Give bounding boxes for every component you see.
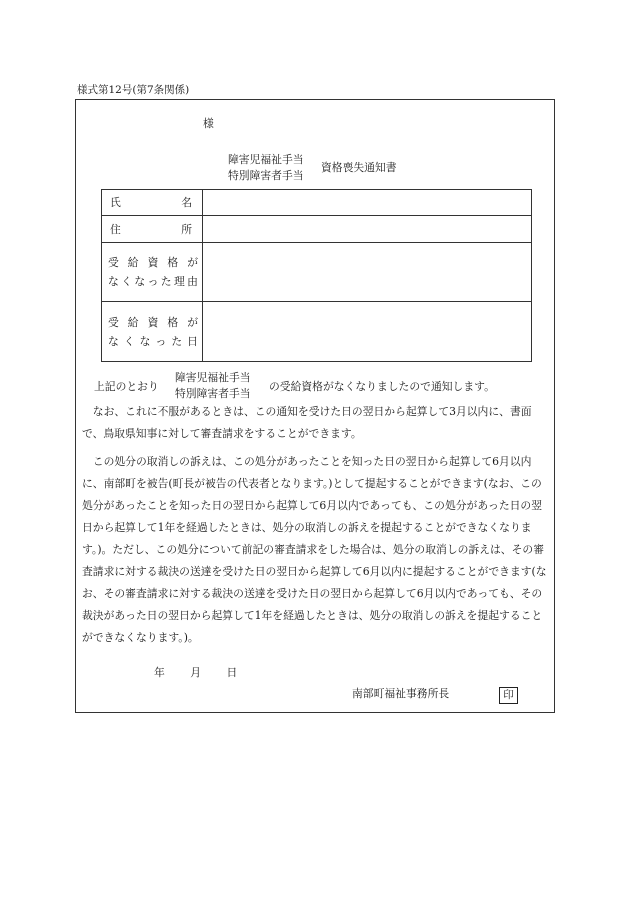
date-year: 年 [154,666,165,679]
date-day: 日 [226,666,238,679]
form-number: 様式第12号(第7条関係) [77,84,190,96]
salutation: 様 [203,117,214,130]
lawsuit-paragraph: この処分の取消しの訴えは、この処分があったことを知った日の翌日から起算して6月以内に、南部町を被告(町長が被告の代表者となります。)として提起することができます(なお、この処分があったことを知った日の翌日から起算して6月以内であっても、この処分があった日の翌日から起算して1年を経過したときは、処分の取消しの訴えを提起することができなくなります。)。ただし、この処分について前記の審査請求をした場合は、処分の取消しの訴えは、その審査請求に対する裁決の送達を受けた日の翌日から起算して6月以内に提起することができます(なお、その審査請求に対する裁決の送達を受けた日の翌日から起算して6月以内であっても、その裁決があった日の翌日から起算して1年を経過したときは、処分の取消しの訴えを提起することができなくなります。)。 [82,455,547,644]
document-title: 資格喪失通知書 [321,161,397,174]
notice-allowance-1: 障害児福祉手当 [175,371,251,384]
table-row-address [102,216,532,243]
date-line [154,665,259,680]
appeal-paragraph: なお、これに不服があるときは、この通知を受けた日の翌日から起算して3月以内に、書面で、鳥取県知事に対して審査請求をすることができます。 [82,405,532,440]
table-row-reason [102,243,532,302]
reason-label: 受 給 資 格 が な く な っ た 理 由 [102,243,203,302]
title-allowance-2: 特別障害者手当 [228,169,304,182]
reason-field[interactable] [203,243,532,302]
date-month: 月 [190,666,202,679]
name-field[interactable] [203,190,532,216]
address-field[interactable] [203,216,532,243]
date-field[interactable] [203,302,532,362]
title-allowance-1: 障害児福祉手当 [228,153,304,166]
table-row-date [102,302,532,362]
notice-prefix: 上記のとおり [94,380,159,393]
notice-allowance-stack [175,370,251,402]
notice-allowance-2: 特別障害者手当 [175,387,251,400]
notice-document [75,99,555,713]
seal-mark: 印 [499,687,518,704]
notice-suffix: の受給資格がなくなりましたので通知します。 [269,380,495,393]
date-label: 受 給 資 格 が な く な っ た 日 [102,302,203,362]
signature: 南部町福祉事務所長 [352,687,450,700]
info-table [101,189,532,362]
title-allowance-stack [228,152,304,184]
table-row-name [102,190,532,216]
name-label: 氏 名 [102,190,203,216]
address-label: 住 所 [102,216,203,243]
